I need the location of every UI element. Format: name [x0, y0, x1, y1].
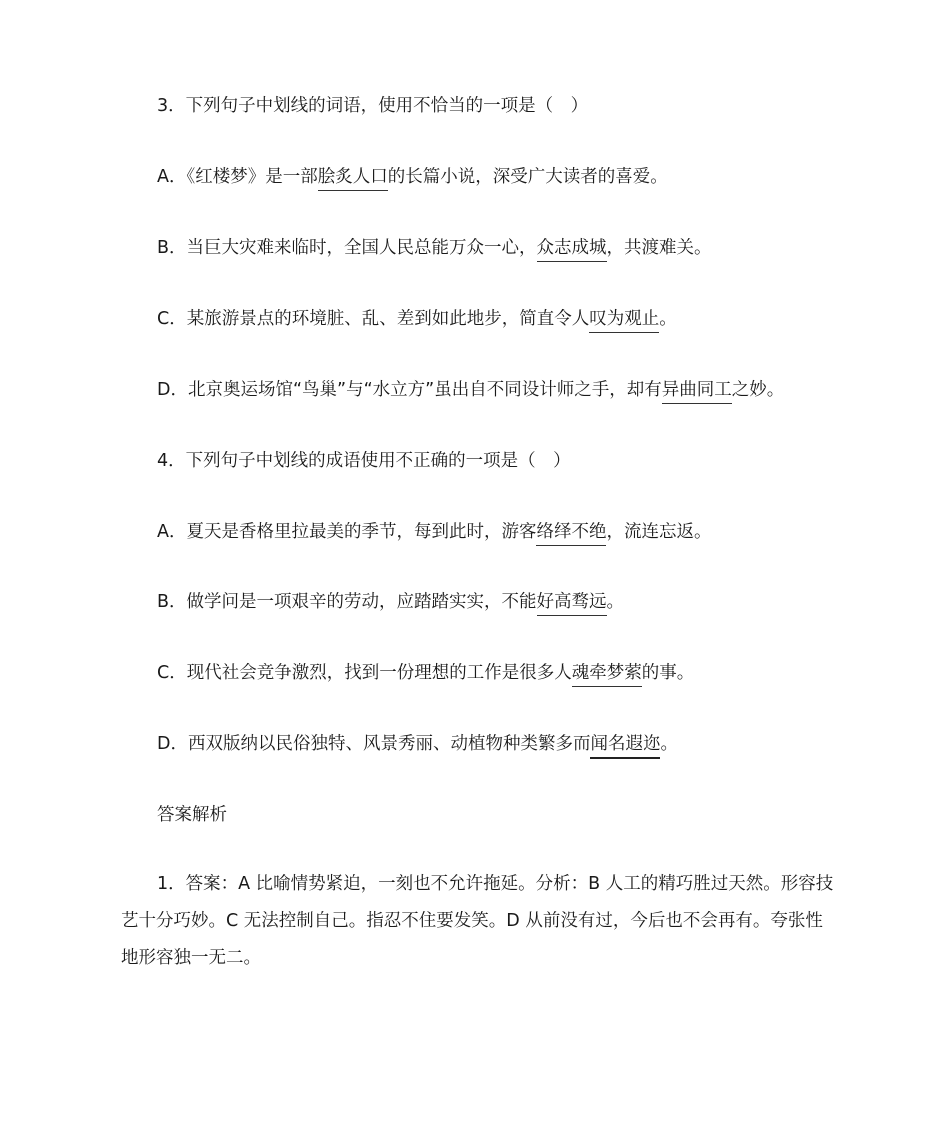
underlined-idiom: 叹为观止	[589, 309, 659, 333]
option-text: B．做学问是一项艰辛的劳动，应踏踏实实，不能	[157, 592, 537, 612]
option-text: 的事。	[641, 663, 695, 683]
option-text: 。	[659, 309, 677, 329]
answer-1-paragraph: 1．答案：A 比喻情势紧迫，一刻也不允许拖延。分析：B 人工的精巧胜过天然。形容技艺十分巧妙。C 无法控制自己。指忍不住要发笑。D 从前没有过，今后也不会再有。夸张性地形容独一无二。	[121, 874, 834, 968]
option-text: 的长篇小说，深受广大读者的喜爱。	[387, 167, 668, 187]
question-4-option-a	[157, 520, 711, 544]
option-text: A．《红楼梦》是一部	[157, 167, 318, 187]
option-text: B．当巨大灾难来临时，全国人民总能万众一心，	[157, 238, 537, 258]
option-text: ，流连忘返。	[606, 522, 712, 542]
option-text: 。	[606, 592, 625, 612]
underlined-idiom: 魂牵梦萦	[572, 663, 642, 687]
option-text: C．某旅游景点的环境脏、乱、差到如此地步，简直令人	[157, 309, 590, 329]
question-4-option-d	[157, 732, 678, 756]
option-text: 之妙。	[731, 380, 785, 400]
question-3-option-b	[157, 236, 712, 260]
option-text: ，共渡难关。	[606, 238, 712, 258]
option-text: D．北京奥运场馆“鸟巢”与“水立方”虽出自不同设计师之手，却有	[157, 380, 662, 400]
option-text: 。	[660, 734, 678, 754]
question-3-option-c	[157, 307, 677, 331]
underlined-idiom: 脍炙人口	[318, 167, 388, 191]
underlined-idiom: 闻名遐迩	[590, 734, 660, 759]
question-3-option-d	[157, 378, 784, 402]
question-4-option-c	[157, 661, 694, 685]
answers-heading: 答案解析	[157, 805, 227, 825]
question-4-stem: 4．下列句子中划线的成语使用不正确的一项是（ ）	[157, 451, 571, 471]
underlined-idiom: 络绎不绝	[536, 522, 606, 546]
underlined-idiom: 好高骛远	[537, 592, 607, 616]
question-3-stem: 3．下列句子中划线的词语，使用不恰当的一项是（ ）	[157, 96, 589, 116]
underlined-idiom: 异曲同工	[662, 380, 732, 404]
question-3-option-a	[157, 165, 668, 189]
option-text: D．西双版纳以民俗独特、风景秀丽、动植物种类繁多而	[157, 734, 591, 754]
underlined-idiom: 众志成城	[537, 238, 607, 262]
option-text: C．现代社会竞争激烈，找到一份理想的工作是很多人	[157, 663, 572, 683]
option-text: A．夏天是香格里拉最美的季节，每到此时，游客	[157, 522, 537, 542]
question-4-option-b	[157, 590, 624, 614]
